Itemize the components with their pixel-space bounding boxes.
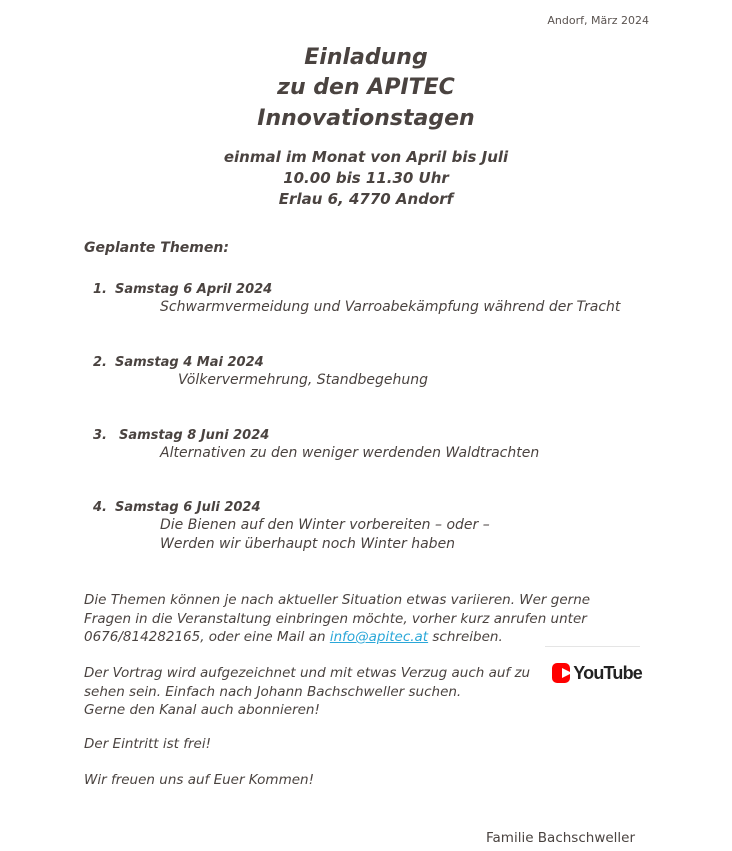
note-paragraph-4: Wir freuen uns auf Euer Kommen! bbox=[84, 772, 315, 788]
item-1-date: Samstag 6 April 2024 bbox=[115, 282, 273, 297]
details-time: 10.00 bis 11.30 Uhr bbox=[283, 169, 449, 187]
details-address: Erlau 6, 4770 Andorf bbox=[278, 190, 454, 208]
note-paragraph-1-text-b: schreiben. bbox=[428, 629, 503, 645]
note-paragraph-2b: Gerne den Kanal auch abonnieren! bbox=[84, 702, 320, 718]
title-line-2: zu den APITEC bbox=[277, 75, 455, 100]
item-1-topic: Schwarmvermeidung und Varroabekämpfung während der Tracht bbox=[160, 299, 621, 315]
email-link[interactable]: info@apitec.at bbox=[329, 629, 429, 645]
title-line-3: Innovationstagen bbox=[257, 106, 475, 131]
item-3-date: Samstag 8 Juni 2024 bbox=[119, 428, 270, 443]
item-2-topic: Völkervermehrung, Standbegehung bbox=[178, 372, 428, 388]
note-paragraph-3: Der Eintritt ist frei! bbox=[84, 736, 211, 752]
note-paragraph-2: Der Vortrag wird aufgezeichnet und mit etwas Verzug auch auf zu sehen sein. Einfach nach Johann Bachschweller suchen. bbox=[84, 665, 531, 700]
item-4-number: 4. bbox=[93, 500, 107, 515]
item-3-topic: Alternativen zu den weniger werdenden Waldtrachten bbox=[160, 445, 540, 461]
item-2-number: 2. bbox=[93, 355, 107, 370]
item-1-number: 1. bbox=[93, 282, 107, 297]
note-paragraph-1 bbox=[84, 591, 629, 647]
item-4-topic-line-2: Werden wir überhaupt noch Winter haben bbox=[160, 536, 456, 552]
place-date: Andorf, März 2024 bbox=[547, 14, 649, 27]
note-paragraph-1-text-a: Die Themen können je nach aktueller Situation etwas variieren. Wer gerne Fragen in die Veranstaltung einbringen möchte, vorher kurz anrufen unter 0676/814282165, oder eine Mail an bbox=[84, 592, 591, 645]
item-3-number: 3. bbox=[93, 428, 107, 443]
youtube-wordmark: YouTube bbox=[573, 662, 642, 683]
details-schedule: einmal im Monat von April bis Juli bbox=[223, 148, 509, 166]
item-2-date: Samstag 4 Mai 2024 bbox=[115, 355, 264, 370]
item-4-date: Samstag 6 Juli 2024 bbox=[115, 500, 261, 515]
topics-heading: Geplante Themen: bbox=[84, 240, 229, 256]
signature: Familie Bachschweller bbox=[486, 830, 636, 846]
youtube-play-icon bbox=[552, 663, 570, 683]
item-4-topic-line-1: Die Bienen auf den Winter vorbereiten – oder – bbox=[160, 517, 490, 533]
divider bbox=[545, 646, 640, 647]
youtube-logo[interactable] bbox=[552, 660, 642, 686]
title-line-1: Einladung bbox=[304, 45, 428, 70]
